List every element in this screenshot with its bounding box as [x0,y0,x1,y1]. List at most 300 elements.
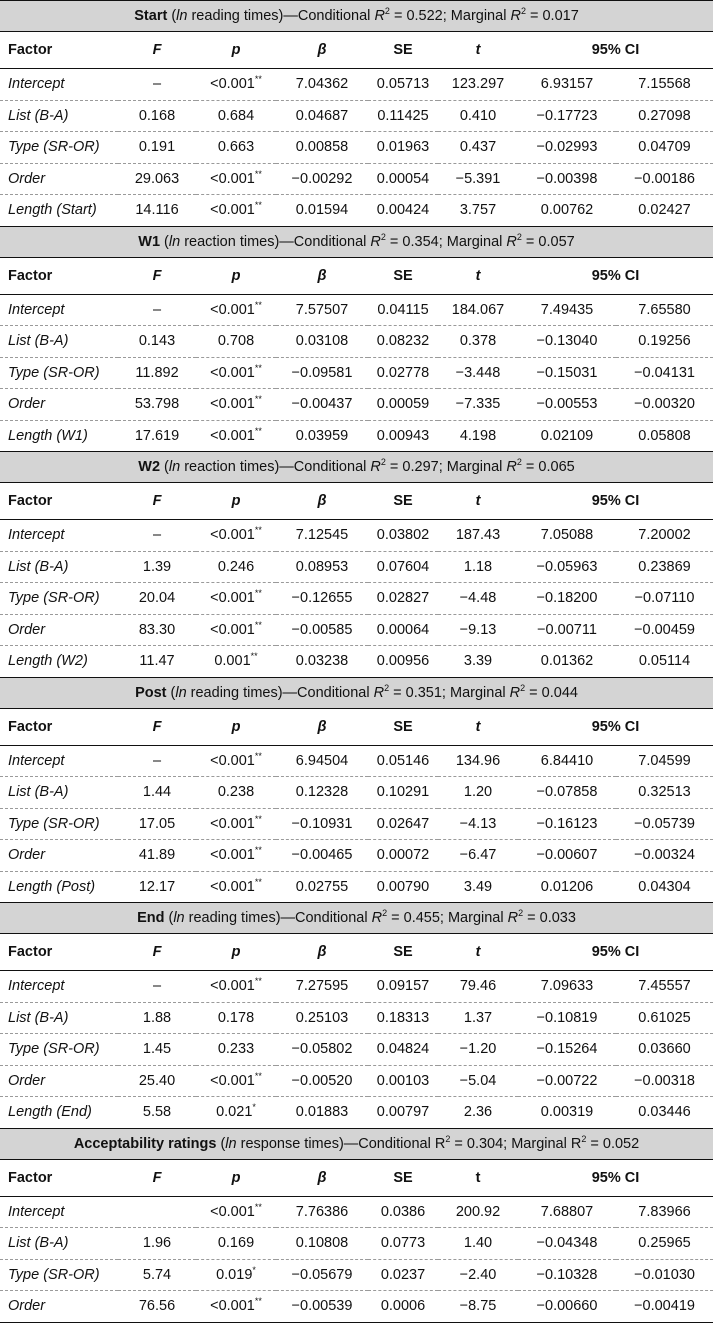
p-value [196,1291,276,1323]
p-number: 0.019 [216,1266,253,1283]
p-number: <0.001 [210,815,255,832]
se-value: 0.00059 [368,389,438,421]
se-value: 0.01963 [368,132,438,164]
p-value [196,1259,276,1291]
p-value [196,1034,276,1066]
p-value [196,69,276,101]
r2-symbol: R [506,459,517,475]
factor-cell: Order [0,389,118,421]
factor-cell: Type (SR-OR) [0,1259,118,1291]
se-value: 0.0006 [368,1291,438,1323]
table-row [0,195,713,227]
se-header: SE [368,483,438,520]
table-row [0,1065,713,1097]
ci-header: 95% CI [518,934,713,971]
beta-value: 7.76386 [276,1196,368,1228]
section-title-row [0,1128,713,1159]
f-value: 17.05 [118,808,196,840]
beta-value: 0.01594 [276,195,368,227]
ci-upper-value: −0.00318 [616,1065,713,1097]
ci-upper-value: 7.20002 [616,520,713,552]
table-row [0,1259,713,1291]
factor-header: Factor [0,934,118,971]
significance-marker: ** [254,74,262,85]
p-value [196,389,276,421]
f-value: 0.191 [118,132,196,164]
section-title: Acceptability ratings (ln response times)—Conditional $R^2 = 0.304$; Marginal $R^2 = 0.052$ [0,1128,713,1159]
ci-lower-value: −0.00553 [518,389,616,421]
p-number: <0.001 [210,202,255,219]
beta-value: −0.00292 [276,163,368,195]
p-value [196,1097,276,1129]
ci-upper-value: −0.00320 [616,389,713,421]
p-number: 0.021 [216,1104,253,1121]
section-title-row [0,226,713,257]
factor-cell: Intercept [0,520,118,552]
significance-marker: ** [254,362,262,373]
ci-upper-value: −0.07110 [616,583,713,615]
table-row [0,646,713,678]
se-value: 0.00790 [368,871,438,903]
log-label: ln [173,910,185,926]
significance-marker: ** [254,588,262,599]
p-value [196,132,276,164]
factor-cell: Order [0,840,118,872]
p-value [196,357,276,389]
p-number: <0.001 [210,76,255,93]
factor-cell: Length (Post) [0,871,118,903]
measure-label: reading times)—Conditional [186,684,374,701]
p-number: <0.001 [210,847,255,864]
table-row [0,1034,713,1066]
factor-cell: Type (SR-OR) [0,357,118,389]
significance-marker: ** [250,651,258,662]
r2-symbol: R [370,459,381,475]
t-value: −5.04 [438,1065,518,1097]
t-value: −2.40 [438,1259,518,1291]
ci-upper-value: −0.00459 [616,614,713,646]
t-value: −7.335 [438,389,518,421]
t-value: 134.96 [438,745,518,777]
ci-upper-value: 7.65580 [616,294,713,326]
ci-header: 95% CI [518,483,713,520]
p-value [196,808,276,840]
p-value [196,420,276,452]
ci-lower-value: −0.07858 [518,777,616,809]
column-header-row [0,934,713,971]
beta-value: −0.10931 [276,808,368,840]
f-header: F [118,1159,196,1196]
ci-upper-value: 0.02427 [616,195,713,227]
se-value: 0.04115 [368,294,438,326]
column-header-row [0,483,713,520]
section-title-row [0,452,713,483]
beta-value: −0.00520 [276,1065,368,1097]
ci-upper-value: 0.23869 [616,551,713,583]
f-value: 76.56 [118,1291,196,1323]
p-number: <0.001 [210,1203,255,1220]
table-row [0,132,713,164]
se-value: 0.00943 [368,420,438,452]
t-value: 184.067 [438,294,518,326]
section-name: W1 [138,233,161,250]
ci-upper-value: 7.45557 [616,971,713,1003]
r2-superscript: 2 [384,682,390,693]
f-value: – [118,520,196,552]
ci-lower-value: −0.05963 [518,551,616,583]
conditional-r2: = 0.522; Marginal [389,8,511,24]
marginal-r2: = 0.057 [521,233,575,250]
beta-value: −0.00539 [276,1291,368,1323]
t-header: t [438,257,518,294]
ci-upper-value: 7.83966 [616,1196,713,1228]
p-number: <0.001 [210,1298,255,1315]
p-value [196,163,276,195]
factor-cell: Intercept [0,294,118,326]
p-value [196,326,276,358]
factor-cell: List (B-A) [0,1002,118,1034]
marginal-r2: = 0.033 [523,910,576,926]
beta-value: 0.10808 [276,1228,368,1260]
section-title-row [0,903,713,934]
f-value: 1.88 [118,1002,196,1034]
ci-lower-value: 7.68807 [518,1196,616,1228]
factor-cell: Length (End) [0,1097,118,1129]
p-header: p [196,708,276,745]
r2-superscript: 2 [445,1133,451,1144]
p-value [196,583,276,615]
t-value: 187.43 [438,520,518,552]
r2-superscript: 2 [581,1133,587,1144]
se-value: 0.00054 [368,163,438,195]
t-header: t [438,32,518,69]
marginal-r2: = 0.044 [525,684,578,701]
ci-upper-value: 0.25965 [616,1228,713,1260]
factor-cell: Type (SR-OR) [0,1034,118,1066]
factor-header: Factor [0,483,118,520]
p-value [196,551,276,583]
r2-superscript: 2 [384,6,390,17]
r2-symbol: R [506,233,517,250]
p-header: p [196,257,276,294]
marginal-r2: = 0.052 [586,1135,640,1152]
p-number: <0.001 [210,621,255,638]
table-row [0,1002,713,1034]
ci-lower-value: −0.10819 [518,1002,616,1034]
p-number: <0.001 [210,170,255,187]
p-header: p [196,483,276,520]
table-row [0,420,713,452]
column-header-row [0,32,713,69]
f-value: 1.39 [118,551,196,583]
beta-value: 7.27595 [276,971,368,1003]
beta-value: 7.57507 [276,294,368,326]
t-value: 200.92 [438,1196,518,1228]
ci-lower-value: 7.09633 [518,971,616,1003]
f-value: 12.17 [118,871,196,903]
factor-cell: Length (Start) [0,195,118,227]
section-name: W2 [138,459,161,475]
ci-header: 95% CI [518,1159,713,1196]
factor-cell: Order [0,1291,118,1323]
r2-superscript: 2 [382,908,388,919]
t-value: 3.49 [438,871,518,903]
se-value: 0.02827 [368,583,438,615]
f-value: 17.619 [118,420,196,452]
t-value: 1.18 [438,551,518,583]
ci-lower-value: 6.84410 [518,745,616,777]
beta-value: 7.12545 [276,520,368,552]
ci-header: 95% CI [518,257,713,294]
p-number: <0.001 [210,396,255,413]
t-value: 0.437 [438,132,518,164]
table-row [0,745,713,777]
t-value: 1.20 [438,777,518,809]
t-value: 3.757 [438,195,518,227]
beta-value: 0.03959 [276,420,368,452]
significance-marker: ** [254,200,262,211]
ci-upper-value: −0.00324 [616,840,713,872]
beta-value: 0.04687 [276,100,368,132]
f-value: 11.47 [118,646,196,678]
ci-upper-value: 0.04304 [616,871,713,903]
ci-upper-value: −0.01030 [616,1259,713,1291]
ci-header: 95% CI [518,32,713,69]
se-value: 0.07604 [368,551,438,583]
f-value: – [118,294,196,326]
t-value: 1.40 [438,1228,518,1260]
section-title: W2 (ln reaction times)—Conditional $R^2 = 0.297$; Marginal $R^2 = 0.065$ [0,452,713,483]
f-value [118,1196,196,1228]
p-number: 0.233 [217,1041,255,1058]
f-header: F [118,708,196,745]
se-value: 0.00064 [368,614,438,646]
measure-label: reaction times)—Conditional [180,459,371,475]
conditional-r2: = 0.304; Marginal [450,1135,571,1152]
marginal-r2: = 0.017 [525,8,579,24]
p-value [196,1228,276,1260]
t-value: −4.13 [438,808,518,840]
conditional-r2: = 0.297; Marginal [385,459,507,475]
log-label: ln [175,684,187,701]
p-header: p [196,1159,276,1196]
f-value: 20.04 [118,583,196,615]
ci-lower-value: −0.18200 [518,583,616,615]
ci-lower-value: −0.15031 [518,357,616,389]
beta-header: β [276,934,368,971]
t-header: t [438,483,518,520]
t-value: −6.47 [438,840,518,872]
significance-marker: ** [254,750,262,761]
se-header: SE [368,257,438,294]
f-header: F [118,483,196,520]
table-row [0,1196,713,1228]
log-label: ln [176,8,188,24]
p-value [196,520,276,552]
se-value: 0.18313 [368,1002,438,1034]
significance-marker: ** [254,1296,262,1307]
se-value: 0.08232 [368,326,438,358]
p-value [196,646,276,678]
significance-marker: ** [254,299,262,310]
se-value: 0.11425 [368,100,438,132]
r2-superscript: 2 [516,231,522,242]
significance-marker: ** [254,1201,262,1212]
f-value: 53.798 [118,389,196,421]
p-value [196,971,276,1003]
ci-lower-value: −0.15264 [518,1034,616,1066]
factor-header: Factor [0,708,118,745]
factor-cell: List (B-A) [0,100,118,132]
table-row [0,520,713,552]
t-value: 123.297 [438,69,518,101]
se-header: SE [368,708,438,745]
beta-header: β [276,708,368,745]
significance-marker: ** [254,976,262,987]
log-label: ln [225,1135,237,1152]
r2-symbol: R [570,1135,582,1152]
beta-value: 0.12328 [276,777,368,809]
r2-symbol: R [510,8,521,24]
column-header-row [0,257,713,294]
r2-symbol: R [374,8,385,24]
ci-lower-value: −0.13040 [518,326,616,358]
beta-value: 0.01883 [276,1097,368,1129]
se-header: SE [368,934,438,971]
t-value: −1.20 [438,1034,518,1066]
p-number: 0.169 [217,1235,255,1252]
t-value: −3.448 [438,357,518,389]
p-number: 0.708 [217,333,255,350]
p-value [196,745,276,777]
ci-lower-value: −0.00398 [518,163,616,195]
beta-value: −0.00437 [276,389,368,421]
beta-value: −0.12655 [276,583,368,615]
table-row [0,294,713,326]
column-header-row [0,708,713,745]
table-row [0,614,713,646]
se-value: 0.00072 [368,840,438,872]
p-value [196,1196,276,1228]
beta-header: β [276,483,368,520]
f-value: 14.116 [118,195,196,227]
section-name: Post [135,684,167,701]
ci-lower-value: −0.00660 [518,1291,616,1323]
beta-value: 7.04362 [276,69,368,101]
ci-upper-value: 0.05808 [616,420,713,452]
table-row [0,808,713,840]
factor-cell: Order [0,163,118,195]
significance-marker: * [252,1264,256,1275]
table-row [0,100,713,132]
beta-value: −0.09581 [276,357,368,389]
beta-value: −0.05679 [276,1259,368,1291]
ci-lower-value: 0.01206 [518,871,616,903]
ci-lower-value: −0.00607 [518,840,616,872]
significance-marker: ** [254,619,262,630]
ci-upper-value: 0.61025 [616,1002,713,1034]
section-title: Start (ln reading times)—Conditional $R^2 = 0.522$; Marginal $R^2 = 0.017$ [0,1,713,32]
beta-value: 0.02755 [276,871,368,903]
p-header: p [196,32,276,69]
column-header-row [0,1159,713,1196]
beta-value: −0.00585 [276,614,368,646]
se-value: 0.02647 [368,808,438,840]
p-number: <0.001 [210,878,255,895]
t-value: −9.13 [438,614,518,646]
ci-upper-value: 0.27098 [616,100,713,132]
factor-cell: List (B-A) [0,551,118,583]
section-title: End (ln reading times)—Conditional $R^2 = 0.455$; Marginal $R^2 = 0.033$ [0,903,713,934]
table-row [0,871,713,903]
ci-lower-value: 6.93157 [518,69,616,101]
ci-lower-value: 0.00319 [518,1097,616,1129]
f-value: 29.063 [118,163,196,195]
measure-label: reaction times)—Conditional [180,233,371,250]
r2-superscript: 2 [520,682,526,693]
ci-upper-value: 7.04599 [616,745,713,777]
ci-upper-value: 0.03660 [616,1034,713,1066]
t-header: t [438,1159,518,1196]
r2-symbol: R [509,684,521,701]
se-value: 0.00103 [368,1065,438,1097]
table-row [0,357,713,389]
f-header: F [118,257,196,294]
p-number: <0.001 [210,590,255,607]
se-value: 0.04824 [368,1034,438,1066]
se-value: 0.02778 [368,357,438,389]
p-number: 0.246 [217,558,255,575]
p-number: <0.001 [210,1072,255,1089]
beta-header: β [276,32,368,69]
section-title-row [0,677,713,708]
table-row [0,551,713,583]
section-name: Acceptability ratings [73,1135,217,1152]
f-value: – [118,971,196,1003]
f-value: 11.892 [118,357,196,389]
ci-lower-value: −0.16123 [518,808,616,840]
ci-lower-value: −0.02993 [518,132,616,164]
conditional-r2: = 0.455; Marginal [387,910,508,926]
se-header: SE [368,32,438,69]
section-title-row [0,1,713,32]
r2-symbol: R [371,910,383,926]
section-title: W1 (ln reaction times)—Conditional $R^2 = 0.354$; Marginal $R^2 = 0.057$ [0,226,713,257]
p-number: <0.001 [210,301,255,318]
ci-upper-value: 0.03446 [616,1097,713,1129]
factor-cell: Length (W1) [0,420,118,452]
factor-cell: Intercept [0,745,118,777]
table-row [0,840,713,872]
ci-upper-value: −0.00186 [616,163,713,195]
t-value: 3.39 [438,646,518,678]
se-value: 0.0773 [368,1228,438,1260]
r2-symbol: R [507,910,519,926]
f-value: 0.168 [118,100,196,132]
table-row [0,163,713,195]
ci-lower-value: −0.17723 [518,100,616,132]
beta-value: 0.08953 [276,551,368,583]
section-name: Start [134,8,168,24]
p-number: <0.001 [210,752,255,769]
factor-cell: Type (SR-OR) [0,808,118,840]
beta-value: −0.00465 [276,840,368,872]
significance-marker: ** [254,425,262,436]
se-value: 0.05713 [368,69,438,101]
r2-superscript: 2 [518,908,524,919]
marginal-r2: = 0.065 [521,459,575,475]
r2-symbol: R [370,233,381,250]
